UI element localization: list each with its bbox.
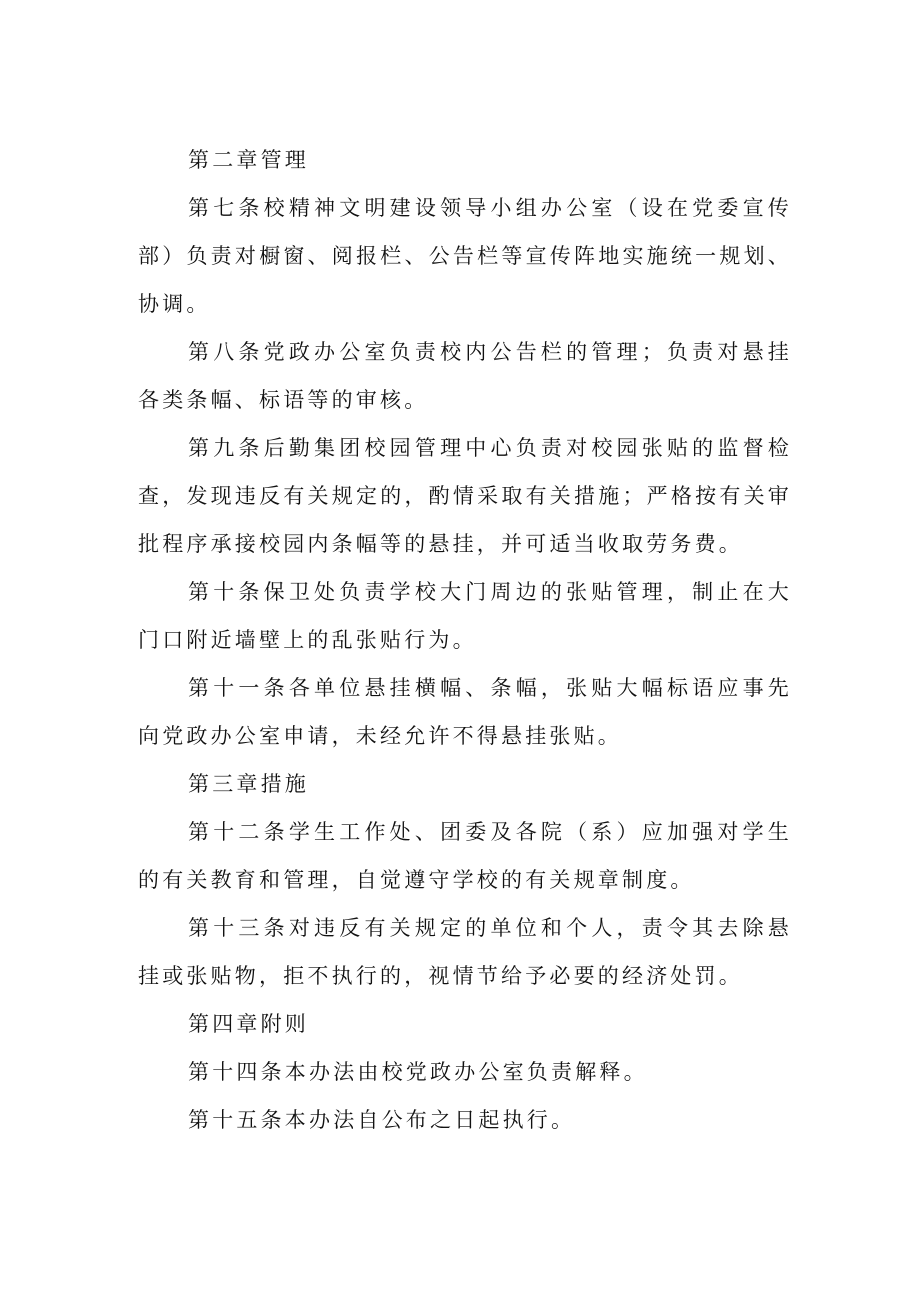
article-paragraph: 第十二条学生工作处、团委及各院（系）应加强对学生的有关教育和管理，自觉遵守学校的有关规章制度。 bbox=[138, 820, 792, 892]
article-paragraph: 第十条保卫处负责学校大门周边的张贴管理，制止在大门口附近墙壁上的乱张贴行为。 bbox=[138, 580, 792, 652]
article-paragraph: 第十三条对违反有关规定的单位和个人，责令其去除悬挂或张贴物，拒不执行的，视情节给予必要的经济处罚。 bbox=[138, 916, 792, 988]
article-paragraph: 第九条后勤集团校园管理中心负责对校园张贴的监督检查，发现违反有关规定的，酌情采取有关措施；严格按有关审批程序承接校园内条幅等的悬挂，并可适当收取劳务费。 bbox=[138, 436, 792, 556]
chapter-heading: 第四章附则 bbox=[188, 1012, 309, 1036]
article-paragraph: 第七条校精神文明建设领导小组办公室（设在党委宣传部）负责对橱窗、阅报栏、公告栏等宣传阵地实施统一规划、协调。 bbox=[138, 196, 792, 316]
chapter-heading: 第二章管理 bbox=[188, 148, 309, 172]
article-paragraph: 第十五条本办法自公布之日起执行。 bbox=[188, 1108, 576, 1132]
chapter-heading: 第三章措施 bbox=[188, 772, 309, 796]
document-body bbox=[138, 136, 792, 1144]
article-paragraph: 第八条党政办公室负责校内公告栏的管理；负责对悬挂各类条幅、标语等的审核。 bbox=[138, 340, 792, 412]
article-paragraph: 第十四条本办法由校党政办公室负责解释。 bbox=[188, 1060, 648, 1084]
article-paragraph: 第十一条各单位悬挂横幅、条幅，张贴大幅标语应事先向党政办公室申请，未经允许不得悬挂张贴。 bbox=[138, 676, 792, 748]
